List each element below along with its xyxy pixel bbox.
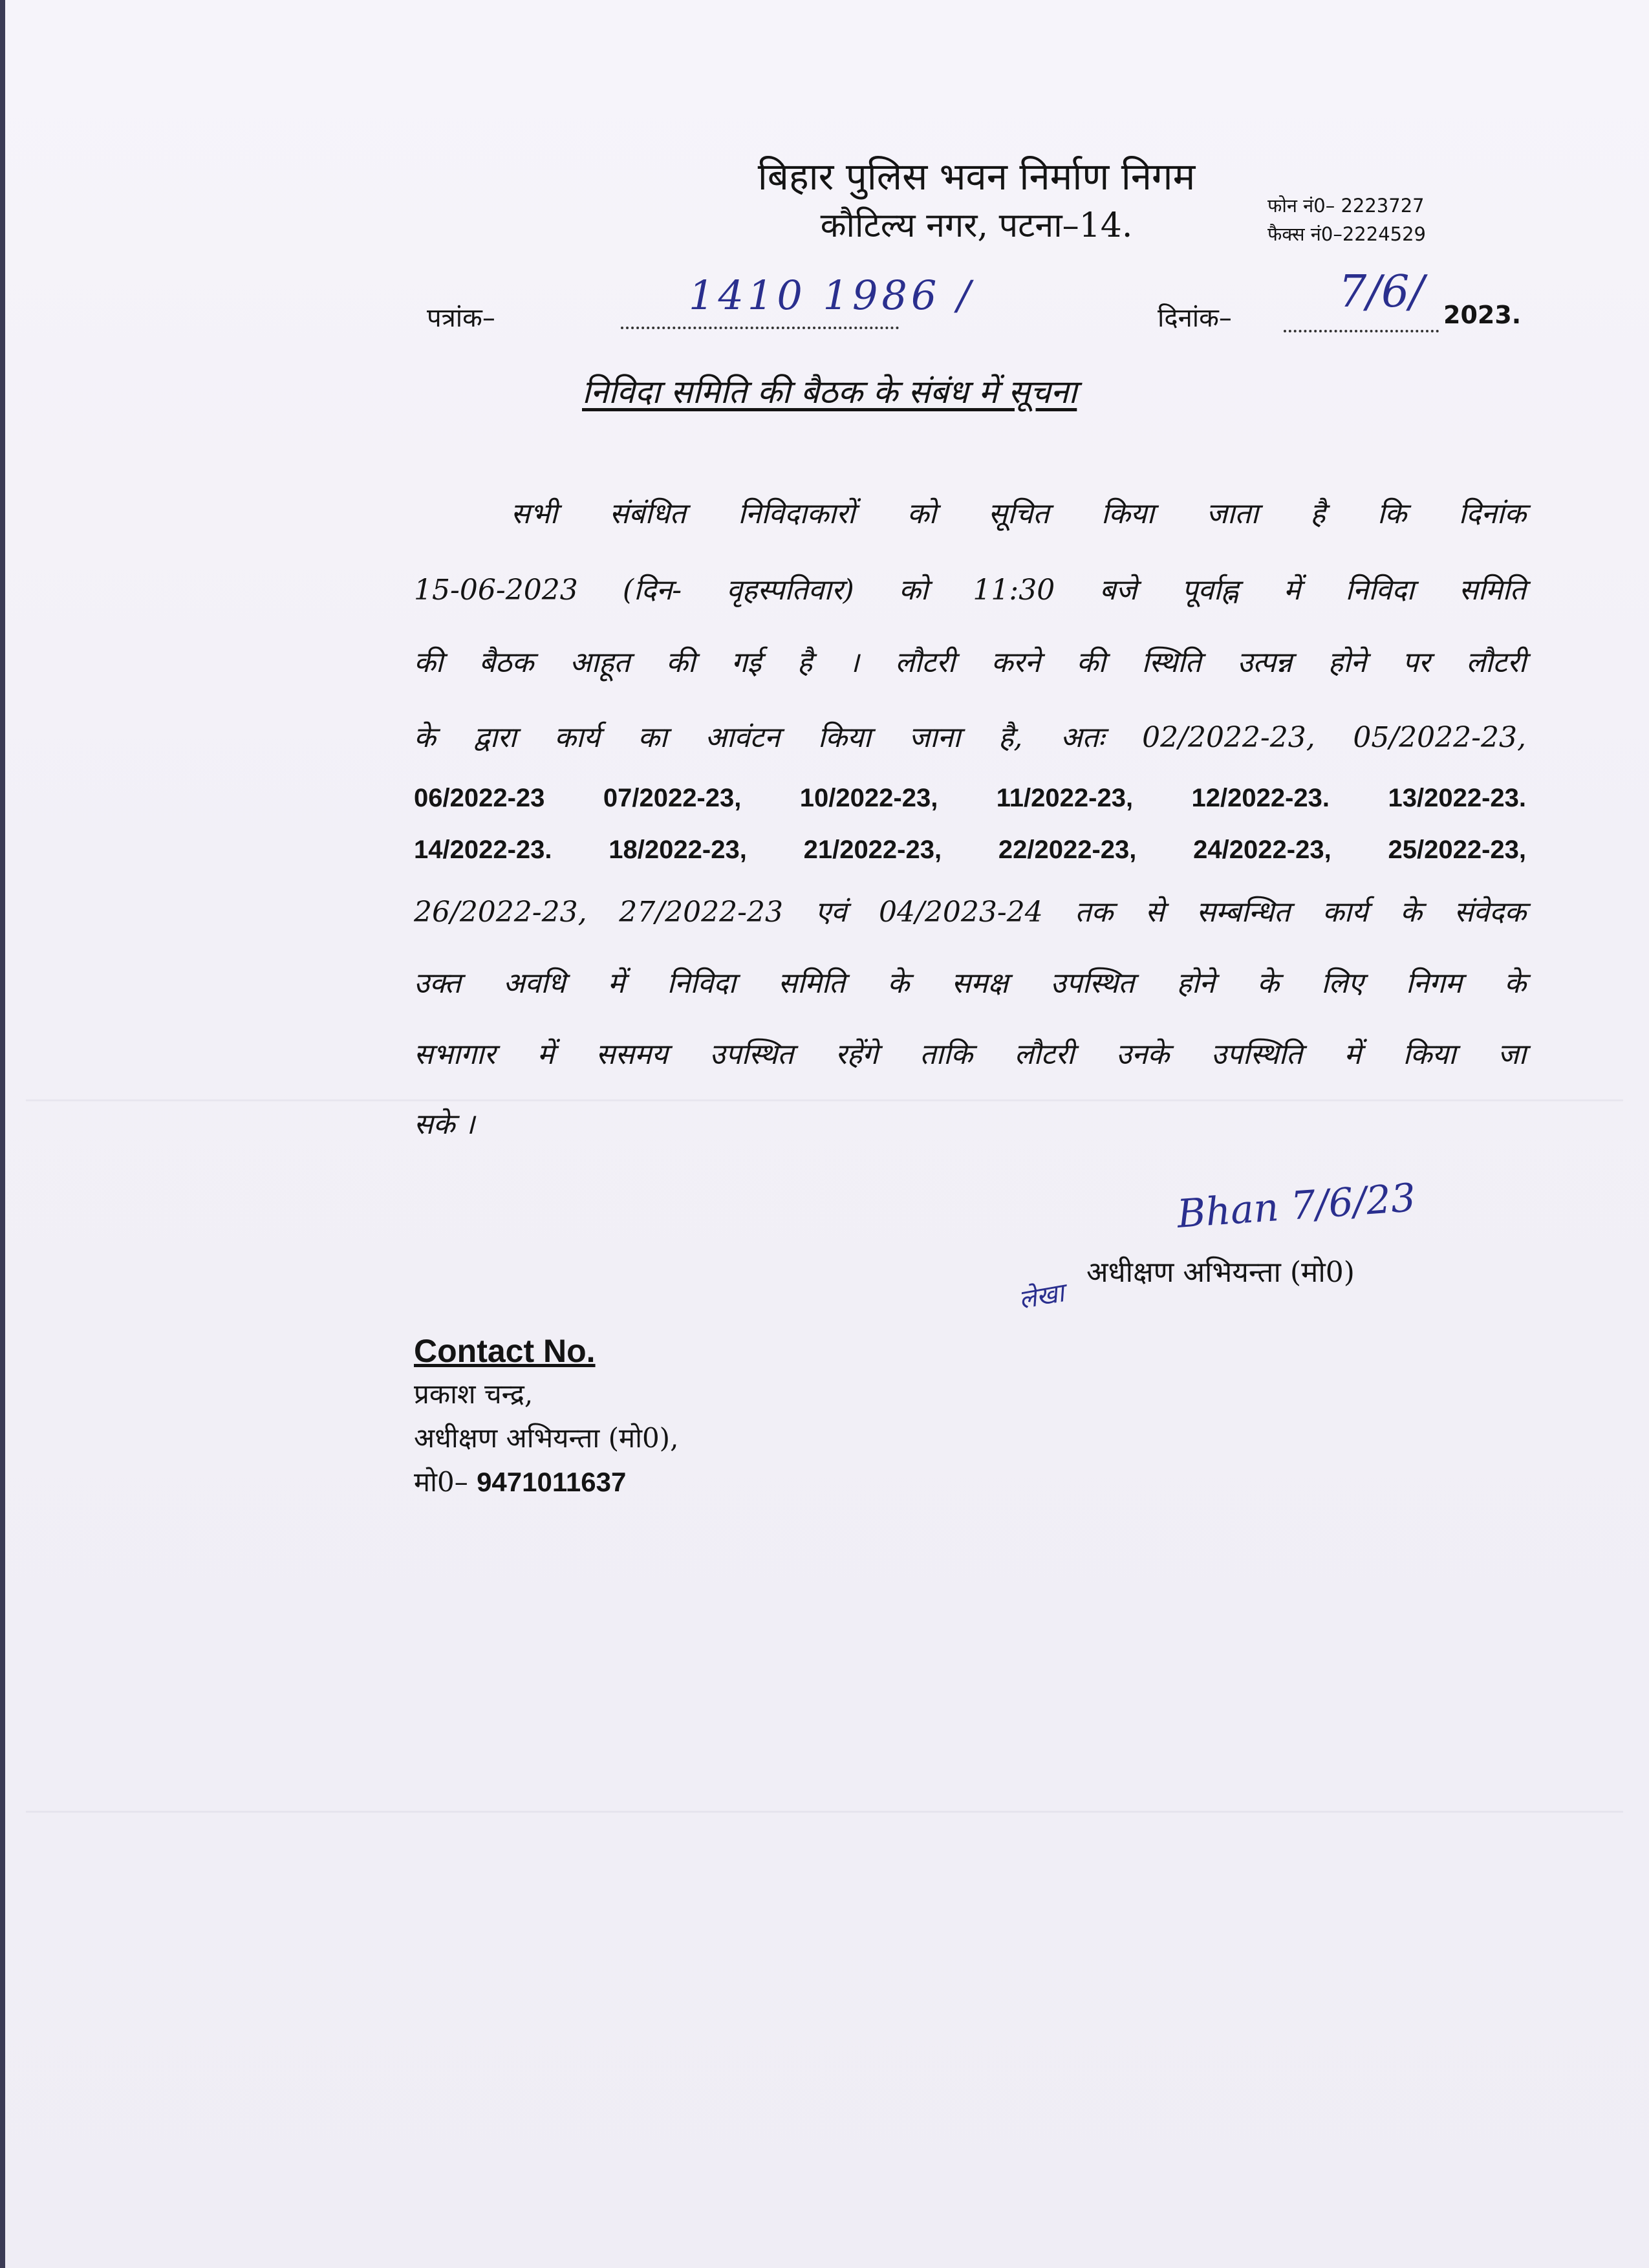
contact-designation: अधीक्षण अभियन्ता (मो0), — [414, 1422, 679, 1454]
phone-number: फोन नं0– 2223727 — [1267, 195, 1425, 217]
contact-heading: Contact No. — [414, 1333, 596, 1369]
notice-title: निविदा समिति की बैठक के संबंध में सूचना — [582, 373, 1077, 411]
body-line: सभी संबंधित निविदाकारों को सूचित किया जाता है कि दिनांक — [511, 497, 1526, 530]
contact-name: प्रकाश चन्द्र, — [414, 1378, 534, 1410]
body-line: 06/2022-23 07/2022-23, 10/2022-23, 11/2022-23, 12/2022-23. 13/2022-23. — [414, 784, 1526, 812]
handwritten-initials: लेखा — [1016, 1278, 1067, 1315]
date-handwritten: 7/6/ — [1339, 266, 1425, 318]
handwritten-signature: Bhan 7/6/23 — [1176, 1175, 1417, 1237]
contact-mobile — [414, 1463, 626, 1500]
reference-number: 1410 1986 / — [689, 272, 975, 319]
signatory-designation: अधीक्षण अभियन्ता (मो0) — [1086, 1256, 1355, 1289]
body-line: के द्वारा कार्य का आवंटन किया जाना है, अतः 02/2022-23, 05/2022-23, — [414, 721, 1526, 754]
body-line: 14/2022-23. 18/2022-23, 21/2022-23, 22/2022-23, 24/2022-23, 25/2022-23, — [414, 836, 1526, 864]
paper-fold — [26, 1811, 1623, 1813]
body-line: 26/2022-23, 27/2022-23 एवं 04/2023-24 तक से सम्बन्धित कार्य के संवेदक — [414, 896, 1526, 929]
mobile-label: मो0– — [414, 1466, 468, 1498]
date-year: 2023. — [1443, 301, 1522, 329]
letterhead — [724, 152, 1229, 250]
body-line: उक्त अवधि में निविदा समिति के समक्ष उपस्थित होने के लिए निगम के — [414, 967, 1526, 1000]
scan-edge — [0, 0, 5, 2268]
body-line: की बैठक आहूत की गई है । लौटरी करने की स्थिति उत्पन्न होने पर लौटरी — [414, 646, 1526, 679]
body-line: सके । — [414, 1108, 475, 1141]
organization-address: कौटिल्य नगर, पटना–14. — [820, 206, 1133, 245]
body-line: सभागार में ससमय उपस्थित रहेंगे ताकि लौटरी उनके उपस्थिति में किया जा — [414, 1038, 1526, 1071]
reference-label: पत्रांक– — [427, 303, 495, 333]
body-line: 15-06-2023 (दिन- वृहस्पतिवार) को 11:30 बजे पूर्वाह्न में निविदा समिति — [414, 574, 1526, 607]
organization-name: बिहार पुलिस भवन निर्माण निगम — [757, 155, 1196, 199]
mobile-number: 9471011637 — [477, 1467, 627, 1497]
paper-fold — [26, 1099, 1623, 1101]
date-label: दिनांक– — [1158, 303, 1232, 333]
fax-number: फैक्स नं0–2224529 — [1267, 223, 1427, 245]
